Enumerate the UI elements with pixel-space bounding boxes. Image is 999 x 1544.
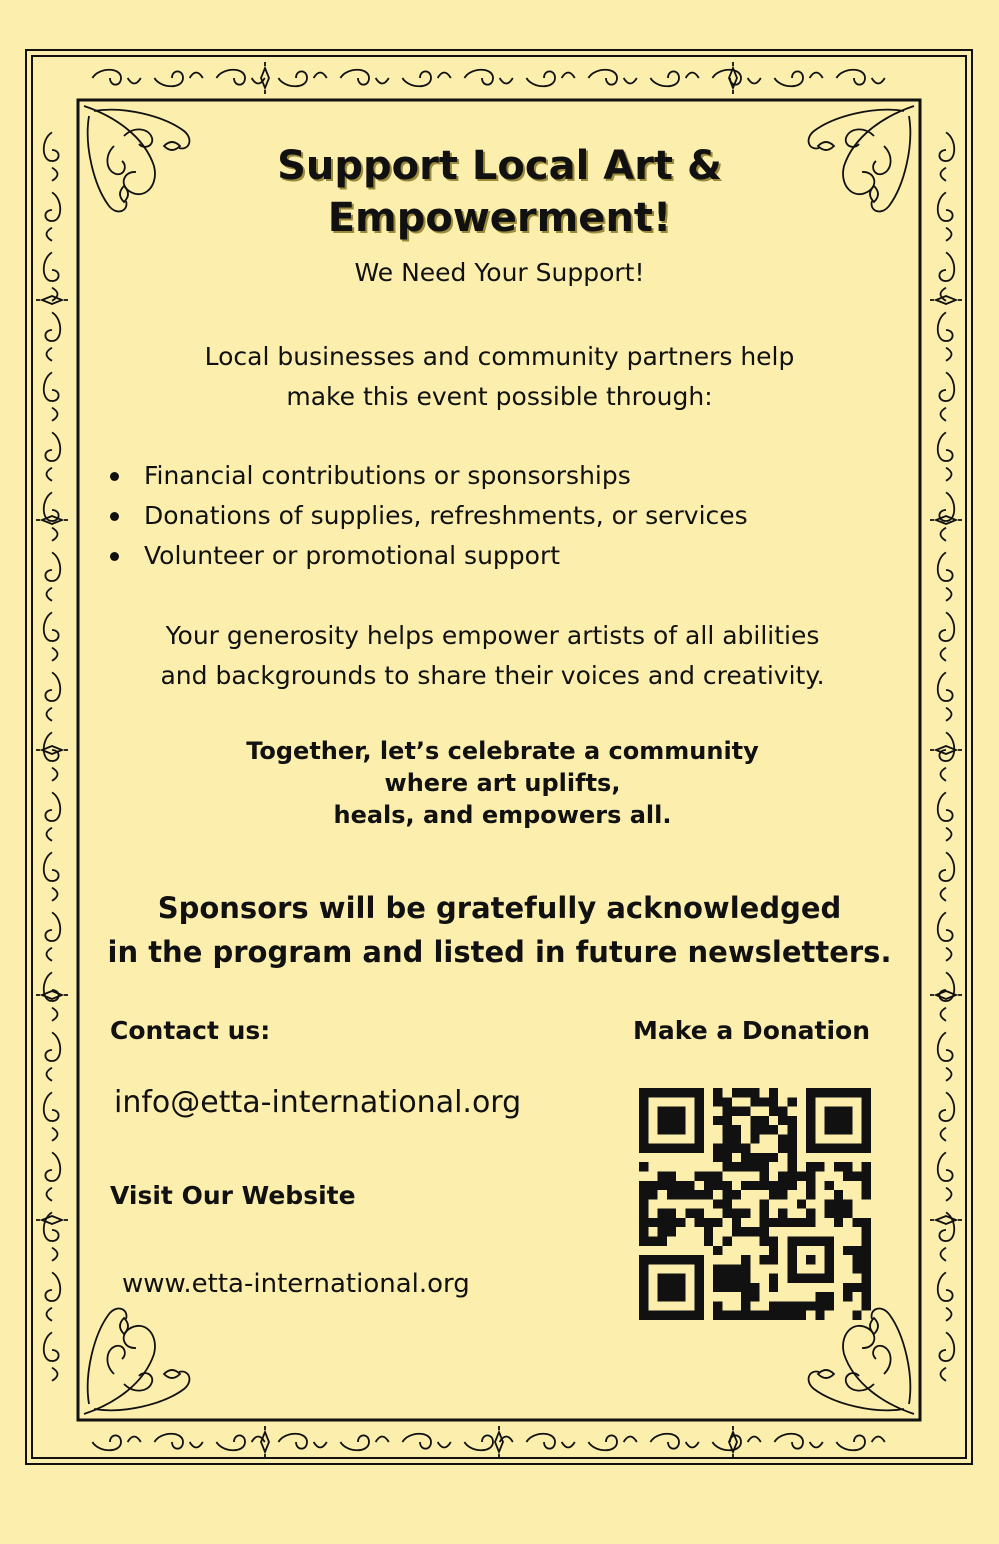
intro-line-1: Local businesses and community partners help [204,342,795,371]
bullet-icon [110,552,119,561]
sponsors-line-1: Sponsors will be gratefully acknowledged [157,891,842,925]
together-statement [0,735,999,831]
bullet-icon [110,472,119,481]
email-link[interactable]: info@etta-international.org [114,1085,522,1120]
together-line-1: Together, let’s celebrate a community [246,737,759,765]
support-list [110,456,748,576]
contact-heading: Contact us: [110,1016,271,1045]
list-item: Volunteer or promotional support [110,536,748,576]
website-heading: Visit Our Website [110,1181,356,1210]
page-title [0,140,999,244]
title-line-2: Empowerment! [327,195,672,241]
list-item: Donations of supplies, refreshments, or services [110,496,748,536]
intro-line-2: make this event possible through: [286,382,713,411]
bullet-icon [110,512,119,521]
generosity-line-1: Your generosity helps empower artists of all abilities [165,621,820,650]
intro-paragraph [0,337,999,417]
qr-code-icon[interactable] [639,1088,871,1320]
sponsors-line-2: in the program and listed in future newsletters. [107,935,892,969]
together-line-2: where art uplifts, [384,769,621,797]
sponsors-statement [0,886,999,974]
generosity-line-2: and backgrounds to share their voices and creativity. [160,661,825,690]
together-line-3: heals, and empowers all. [333,801,672,829]
title-line-1: Support Local Art & [277,143,722,189]
generosity-paragraph [0,616,985,696]
subtitle: We Need Your Support! [354,258,645,287]
list-item: Financial contributions or sponsorships [110,456,748,496]
website-link[interactable]: www.etta-international.org [122,1269,470,1299]
donation-heading: Make a Donation [633,1016,871,1045]
